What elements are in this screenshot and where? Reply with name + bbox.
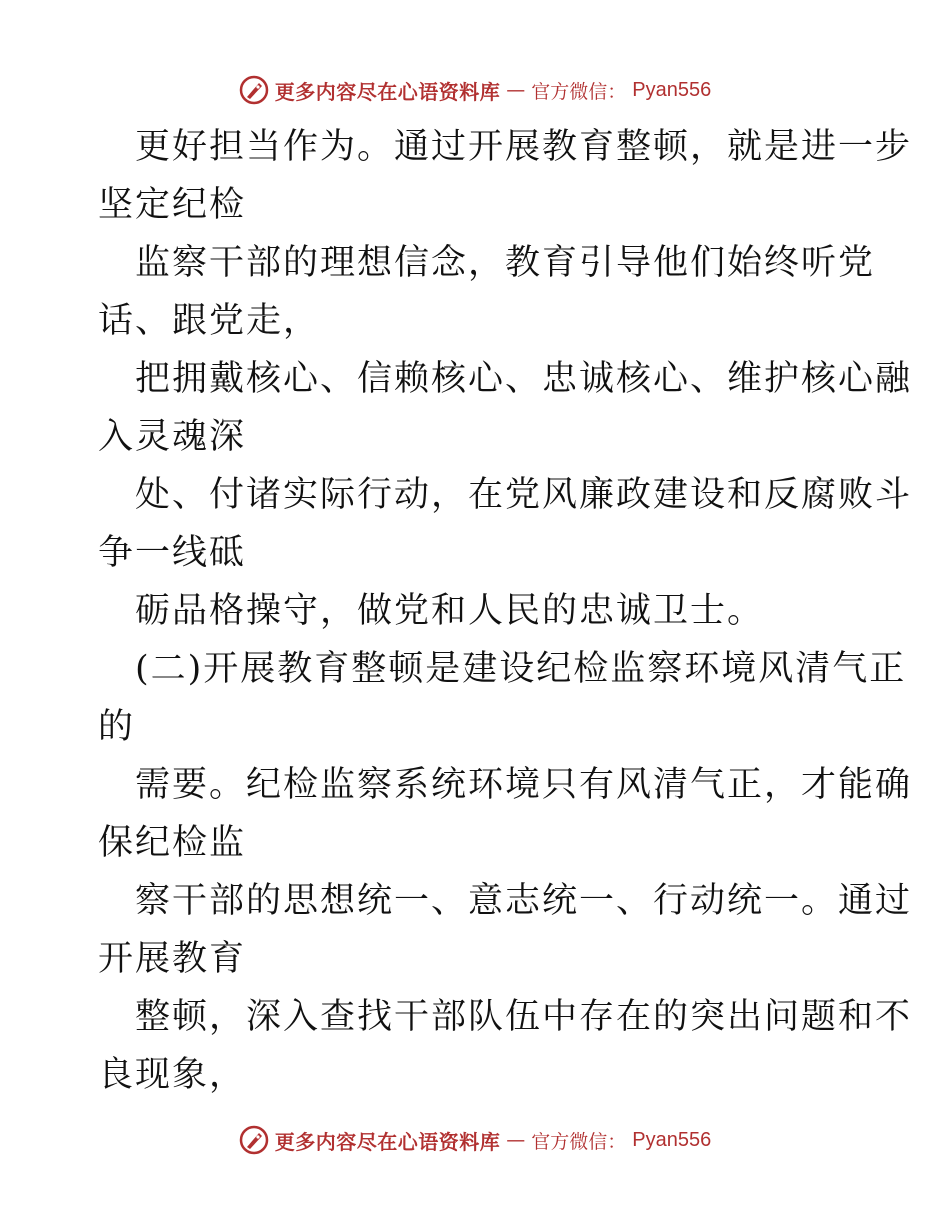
body-line: 的 [98, 707, 136, 747]
body-line: 察干部的思想统一、意志统一、行动统一。通过 [135, 881, 913, 921]
body-line: 监察干部的理想信念，教育引导他们始终听党 [135, 243, 876, 283]
body-line: 处、付诸实际行动，在党风廉政建设和反腐败斗 [135, 475, 913, 515]
body-line: 保纪检监 [98, 823, 247, 863]
body-line: 更好担当作为。通过开展教育整顿，就是进一步 [135, 127, 913, 167]
pen-nib-logo-icon [239, 75, 269, 105]
watermark-main-text: 更多内容尽在心语资料库 [274, 79, 501, 104]
body-line: (二)开展教育整顿是建设纪检监察环境风清气正 [135, 649, 907, 689]
footer-watermark [0, 1120, 950, 1160]
pen-nib-logo-icon [239, 1125, 269, 1155]
body-line: 坚定纪检 [98, 185, 247, 225]
body-line: 入灵魂深 [98, 417, 247, 457]
body-line: 争一线砥 [98, 533, 247, 573]
watermark-separator: — [506, 1129, 526, 1151]
body-line: 整顿，深入查找干部队伍中存在的突出问题和不 [135, 997, 913, 1037]
watermark-main-text: 更多内容尽在心语资料库 [274, 1129, 501, 1154]
body-line: 把拥戴核心、信赖核心、忠诚核心、维护核心融 [135, 359, 913, 399]
body-line: 砺品格操守，做党和人民的忠诚卫士。 [135, 591, 765, 631]
body-line: 良现象， [98, 1055, 247, 1095]
body-line: 开展教育 [98, 939, 247, 979]
watermark-wechat-id: Pyan556 [632, 78, 712, 101]
watermark-wechat-label: 官方微信： [531, 80, 627, 103]
watermark-wechat-label: 官方微信： [531, 1130, 627, 1153]
header-watermark [0, 70, 950, 110]
watermark-separator: — [506, 79, 526, 101]
body-line: 需要。纪检监察系统环境只有风清气正，才能确 [135, 765, 913, 805]
body-line: 话、跟党走， [98, 301, 321, 341]
watermark-wechat-id: Pyan556 [632, 1128, 712, 1151]
document-body [98, 118, 913, 1104]
